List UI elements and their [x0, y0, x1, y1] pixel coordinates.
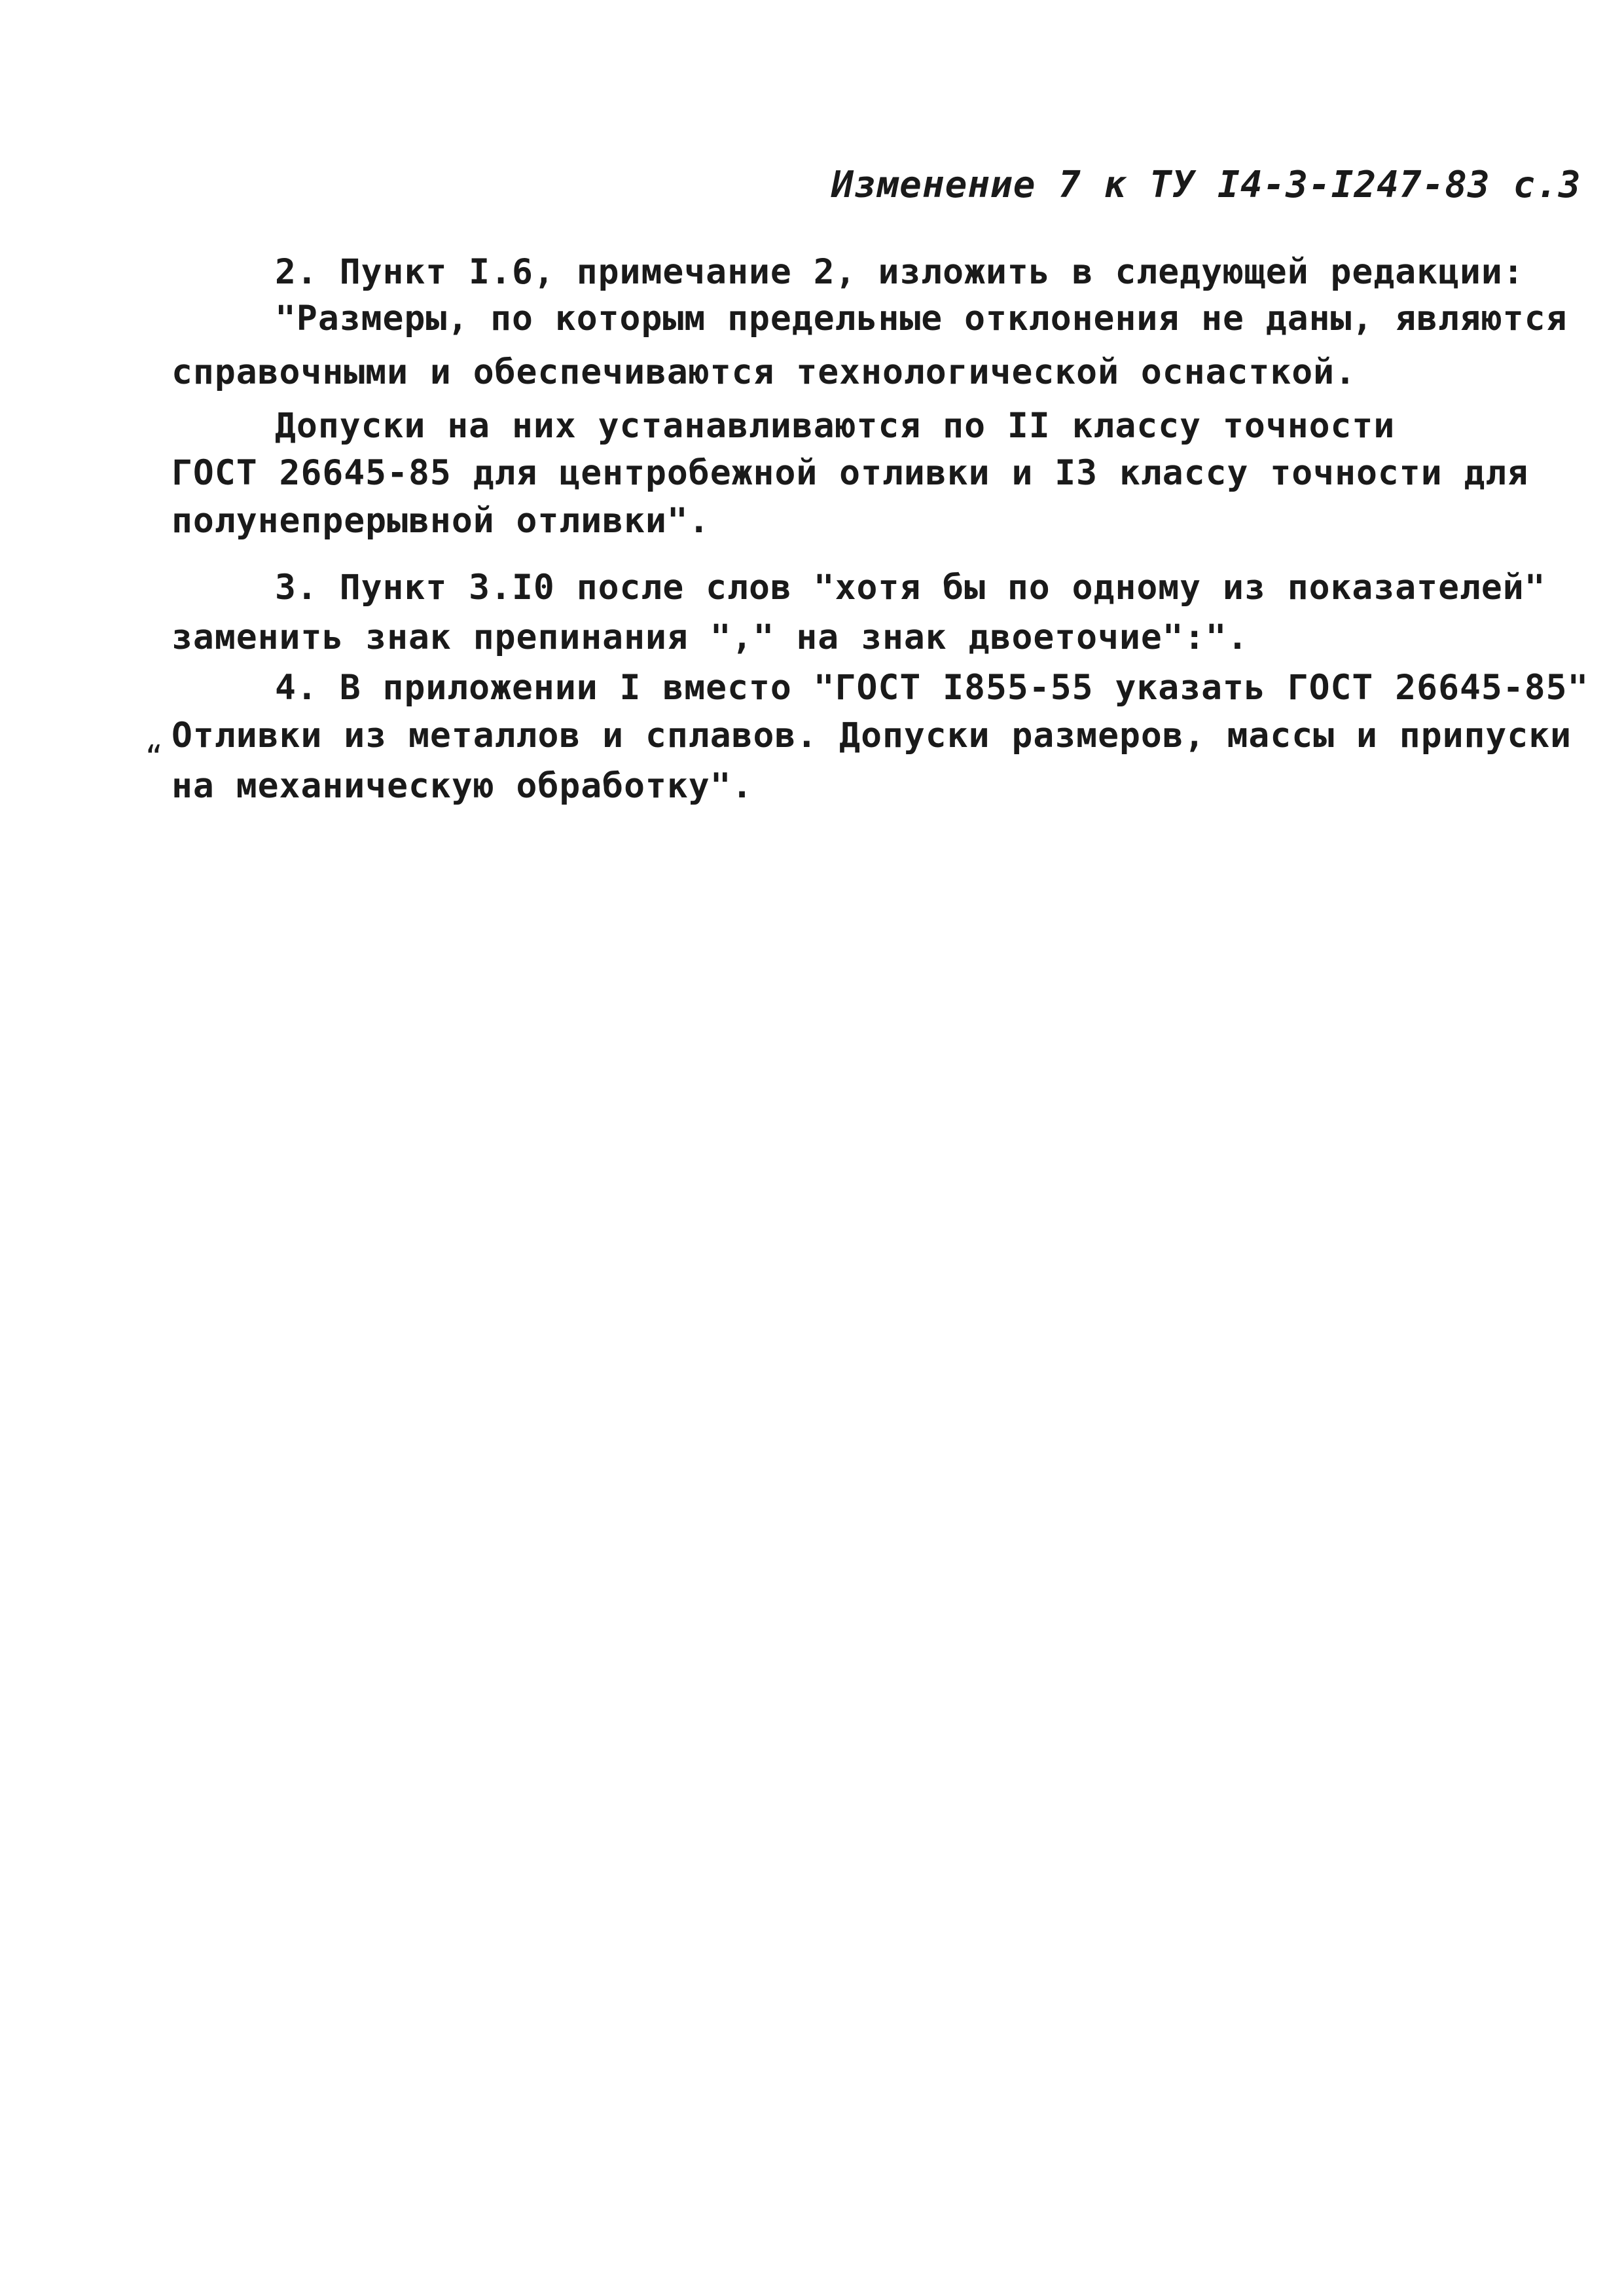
paragraph-2-line-1: 2. Пункт I.6, примечание 2, изложить в следующей редакции: [275, 252, 1525, 292]
paragraph-2-line-3: справочными и обеспечиваются технологической оснасткой. [171, 352, 1356, 392]
paragraph-4-line-3: на механическую обработку". [171, 766, 753, 806]
paragraph-2-line-2: "Размеры, по которым предельные отклонения не даны, являются [275, 299, 1568, 338]
paragraph-4-line-1: 4. В приложении I вместо "ГОСТ I855-55 указать ГОСТ 26645-85" [275, 668, 1589, 708]
paragraph-2-line-6: полунепрерывной отливки". [171, 501, 710, 541]
paragraph-3-line-1: 3. Пункт 3.I0 после слов "хотя бы по одному из показателей" [275, 568, 1546, 608]
paragraph-2-line-4: Допуски на них устанавливаются по II классу точности [275, 406, 1396, 446]
paragraph-3-line-2: заменить знак препинания "," на знак двоеточие":". [171, 617, 1249, 657]
paragraph-4-line-2: Отливки из металлов и сплавов. Допуски размеров, массы и припуски [171, 716, 1572, 756]
page-header: Изменение 7 к ТУ I4-3-I247-83 с.3 [831, 164, 1581, 206]
handwritten-quote-mark: “ [145, 740, 164, 773]
paragraph-2-line-5: ГОСТ 26645-85 для центробежной отливки и I3 классу точности для [171, 453, 1529, 493]
